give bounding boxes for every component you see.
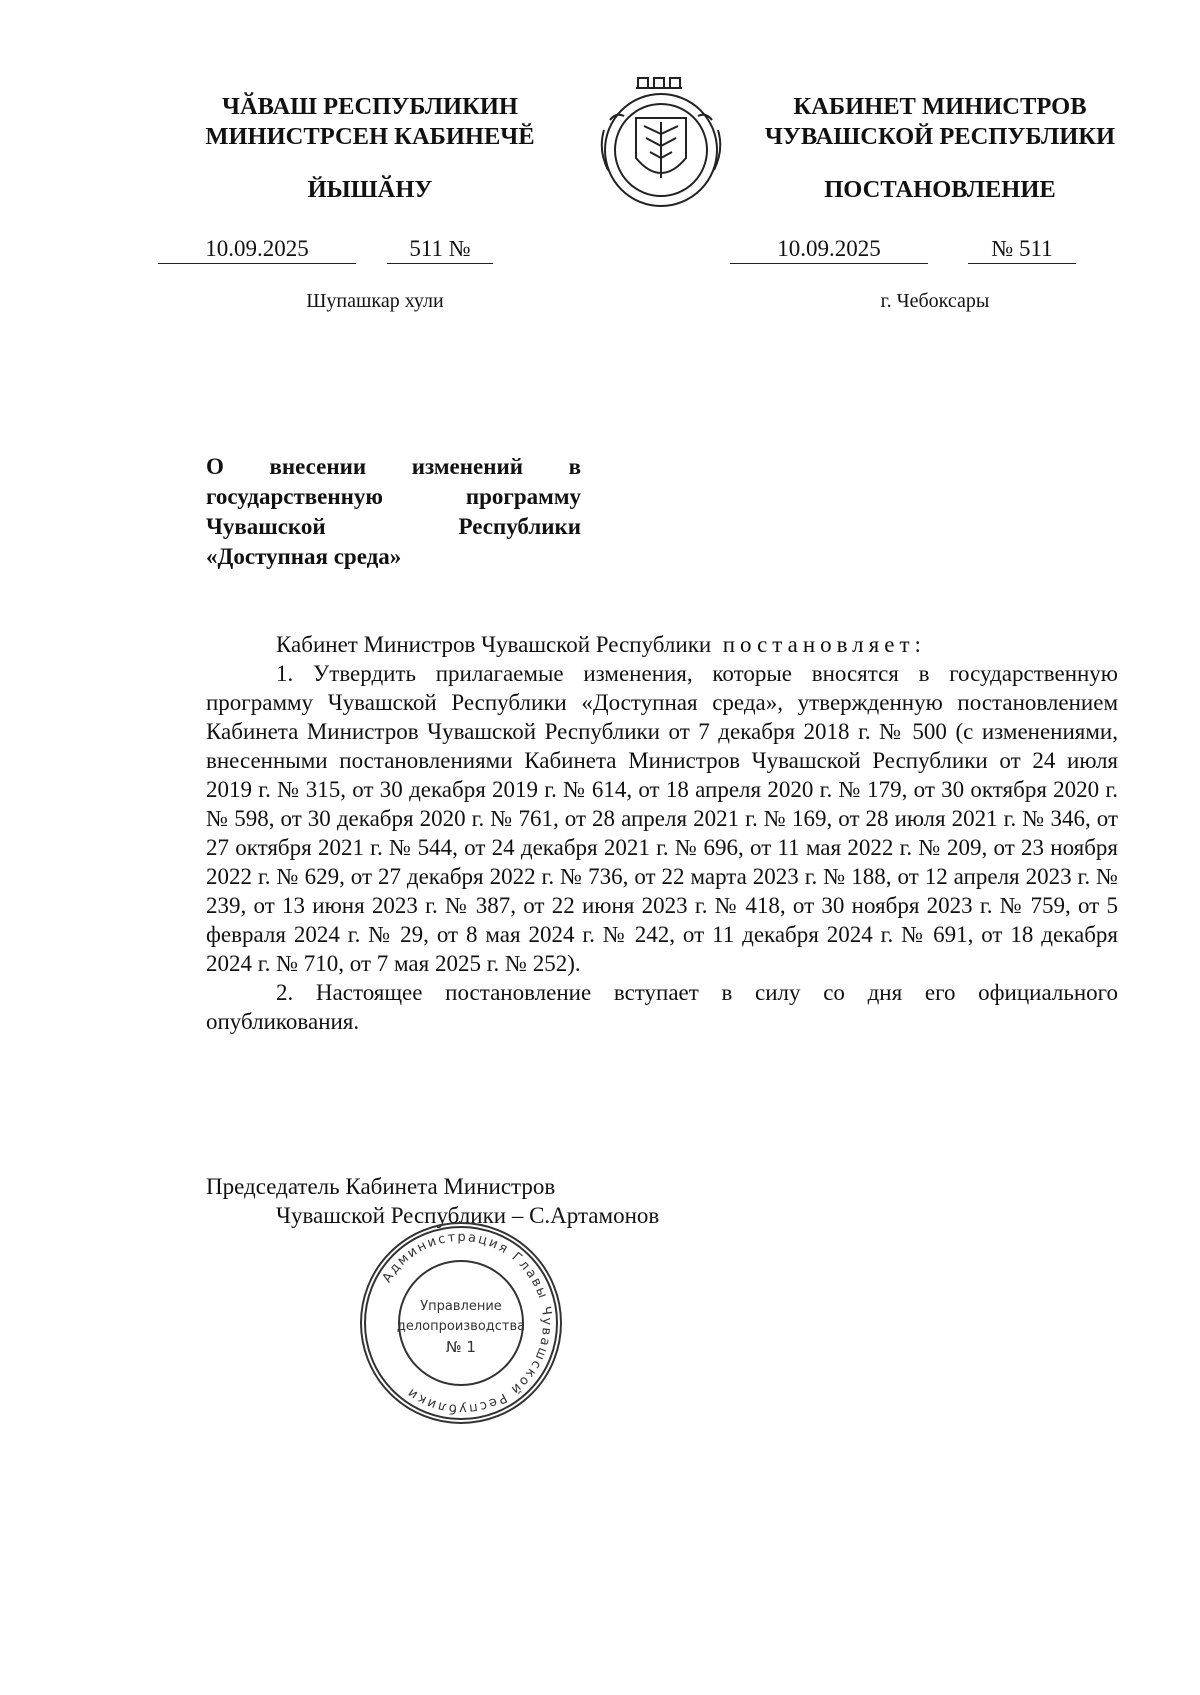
preamble-verb: постановляет: (722, 632, 926, 657)
header-left-title (170, 92, 570, 152)
signature-line2: Чувашской Республики – С.Артамонов (276, 1203, 660, 1228)
item-2: 2. Настоящее постановление вступает в силу со дня его официального опубликования. (206, 980, 1118, 1034)
header-right-line2: ЧУВАШСКОЙ РЕСПУБЛИКИ (764, 123, 1116, 150)
left-number: 511 № (387, 235, 493, 264)
chuvash-coat-of-arms-icon (586, 70, 736, 210)
header-right-doc-type: ПОСТАНОВЛЕНИЕ (824, 176, 1056, 203)
item-1: 1. Утвердить прилагаемые изменения, которые вносятся в государственную программу Чувашской Республики «Доступная среда», утвержденную постановлением Кабинета Министров Чувашской Республики от 7 декабря 2018 г. № 500 (с изменениями, внесенными постановлениями Кабинета Министров Чувашской Республики от 24 июля 2019 г. № 315, от 30 декабря 2019 г. № 614, от 18 апреля 2020 г. № 179, от 30 октября 2020 г. № 598, от 30 декабря 2020 г. № 761, от 28 апреля 2021 г. № 169, от 28 июля 2021 г. № 346, от 27 октября 2021 г. № 544, от 24 декабря 2021 г. № 696, от 11 мая 2022 г. № 209, от 23 ноября 2022 г. № 629, от 27 декабря 2022 г. № 736, от 22 марта 2023 г. № 188, от 12 апреля 2023 г. № 239, от 13 июня 2023 г. № 387, от 22 июня 2023 г. № 418, от 30 ноября 2023 г. № 759, от 5 февраля 2024 г. № 29, от 8 мая 2024 г. № 242, от 11 декабря 2024 г. № 691, от 18 декабря 2024 г. № 710, от 7 мая 2025 г. № 252). (206, 661, 1118, 976)
header-right-line1: КАБИНЕТ МИНИСТРОВ (793, 93, 1087, 120)
left-date: 10.09.2025 (158, 235, 356, 264)
document-subject: О внесении изменений в государственную программу Чувашской Республики «Доступная среда» (206, 454, 581, 569)
stamp-seal-icon (356, 1218, 566, 1428)
preamble (206, 630, 1118, 659)
right-date: 10.09.2025 (730, 235, 928, 264)
document-body (206, 630, 1118, 1036)
stamp-inner-line2: делопроизводства (396, 1319, 526, 1334)
signature-line1: Председатель Кабинета Министров (206, 1174, 556, 1199)
official-stamp (356, 1218, 566, 1428)
header-left-line1: ЧӐВАШ РЕСПУБЛИКИН (221, 93, 518, 120)
right-number: № 511 (968, 235, 1076, 264)
stamp-ring-text: Администрация Главы Чувашской Республики (379, 1229, 555, 1417)
stamp-inner-line3: № 1 (446, 1338, 476, 1356)
right-city: г. Чебоксары (880, 290, 990, 312)
header-left-doc-type: ЙЫШӐНУ (307, 176, 433, 203)
stamp-inner-line1: Управление (420, 1299, 502, 1314)
header-left-line2: МИНИСТРСЕН КАБИНЕЧӖ (205, 123, 535, 150)
header-right-title (740, 92, 1140, 152)
left-city: Шупашкар хули (306, 290, 444, 312)
coat-of-arms-emblem (586, 70, 736, 210)
preamble-prefix: Кабинет Министров Чувашской Республики (276, 632, 712, 657)
